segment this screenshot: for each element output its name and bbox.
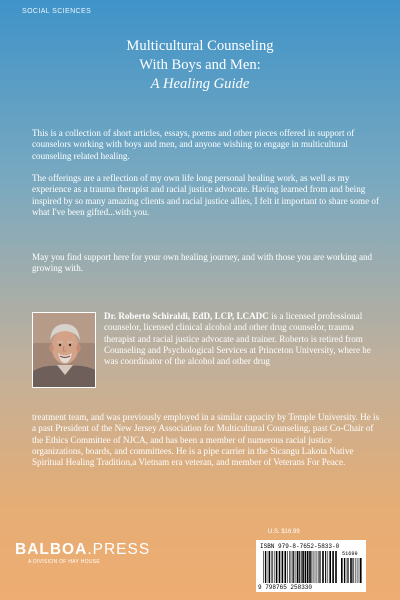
barcode-bar xyxy=(344,558,345,583)
barcode-bar xyxy=(296,551,297,583)
barcode-bar xyxy=(265,551,266,583)
barcode-bar xyxy=(285,551,287,583)
ean-barcode-bars xyxy=(263,551,337,583)
isbn-text: ISBN 979-8-7652-5833-0 xyxy=(260,543,340,550)
publisher-name-b: PRESS xyxy=(92,541,151,558)
barcode-bar xyxy=(274,551,275,583)
description-paragraph-1: This is a collection of short articles, essays, poems and other pieces offered in support of counselors working with boys and men, and anyone wishing to engage in multicultural counseling related healing. xyxy=(32,128,355,161)
barcode-bar xyxy=(301,551,302,583)
book-title xyxy=(0,37,400,94)
barcode-bar xyxy=(355,558,356,583)
barcode-bar xyxy=(313,551,314,583)
barcode-bar xyxy=(276,551,278,583)
barcode-bar xyxy=(291,551,292,583)
barcode-bar xyxy=(335,551,337,583)
publisher-logo xyxy=(15,541,150,559)
barcode-bar xyxy=(263,551,264,583)
barcode-bar xyxy=(328,551,329,583)
barcode-bar xyxy=(282,551,284,583)
description-paragraph-3: May you find support here for your own healing journey, and with those you are working and growing with. xyxy=(32,252,373,274)
author-portrait-image xyxy=(33,313,96,388)
barcode-bar xyxy=(269,551,271,583)
barcode-bar xyxy=(305,551,307,583)
barcode-bar xyxy=(317,551,318,583)
author-bio-text-top: is a licensed professional counselor, licensed clinical alcohol and other drug counselor, trauma therapist and racial justice advocate and trainer. Roberto is retired from Counseling and Psychological Services at Princeton University, where he was coordinator of the alcohol and other drug xyxy=(104,311,371,367)
barcode-bar xyxy=(359,558,360,583)
publisher-dot: . xyxy=(87,541,93,558)
barcode-bar xyxy=(332,551,334,583)
barcode-bar xyxy=(353,558,354,583)
publisher-name-a: BALBOA xyxy=(15,541,88,558)
author-photo xyxy=(32,312,96,388)
barcode-bar xyxy=(357,558,358,583)
barcode-bar xyxy=(319,551,320,583)
publisher-division-label: A DIVISION OF HAY HOUSE xyxy=(28,559,101,565)
barcode-bar xyxy=(341,558,343,583)
barcode-bar xyxy=(322,551,324,583)
barcode-bar xyxy=(329,551,331,583)
barcode-bar xyxy=(350,558,352,583)
barcode-bar xyxy=(299,551,300,583)
barcode-bar xyxy=(360,558,362,583)
barcode-bar xyxy=(267,551,268,583)
title-line-1: Multicultural Counseling xyxy=(126,38,274,54)
book-subtitle: A Healing Guide xyxy=(150,76,250,92)
author-name: Dr. Roberto Schiraldi, EdD, LCP, LCADC xyxy=(104,311,269,321)
ean-number: 9 798765 258330 xyxy=(258,584,313,591)
barcode-bar xyxy=(302,551,304,583)
barcode-bar xyxy=(279,551,281,583)
author-bio-top xyxy=(104,311,381,367)
barcode-bar xyxy=(307,551,309,583)
barcode-bar xyxy=(315,551,316,583)
barcode-addon-number: 51699 xyxy=(342,551,358,557)
barcode-bar xyxy=(287,551,288,583)
barcode-bar xyxy=(289,551,290,583)
barcode-bar xyxy=(309,551,311,583)
barcode-bar xyxy=(346,558,347,583)
description-paragraph-2: The offerings are a reflection of my own life long personal healing work, as well as my experience as a trauma therapist and racial justice advocate. Having learned from and being inspired by so many amazing clients and racial justice allies, I felt it important to share some of what I've been gifted...with you. xyxy=(32,173,379,217)
barcode-bar xyxy=(293,551,294,583)
price-label: U.S. $16.99 xyxy=(268,529,300,535)
barcode-bar xyxy=(292,551,293,583)
author-bio-rest: treatment team, and was previously employed in a similar capacity by Temple University. He is a past President of the New Jersey Association for Multicultural Counseling, past Co-Chair of the Ethics Committee of NJCA, and has been a member of numerous racial justice organizations, boards, and committees. He is a pipe carrier in the Sicangu Lakota Native Spiritual Healing Tradition,a Vietnam era veteran, and member of Veterans For Peace. xyxy=(32,412,380,468)
barcode-bar xyxy=(325,551,326,583)
addon-barcode-bars xyxy=(341,558,362,583)
barcode-bar xyxy=(348,558,349,583)
barcode-bar xyxy=(272,551,273,583)
category-label: SOCIAL SCIENCES xyxy=(22,8,92,15)
barcode-bar xyxy=(312,551,313,583)
barcode-bar xyxy=(320,551,321,583)
barcode-bar xyxy=(347,558,348,583)
isbn-barcode xyxy=(256,540,366,592)
title-line-2: With Boys and Men: xyxy=(139,57,261,73)
barcode-bar xyxy=(297,551,299,583)
